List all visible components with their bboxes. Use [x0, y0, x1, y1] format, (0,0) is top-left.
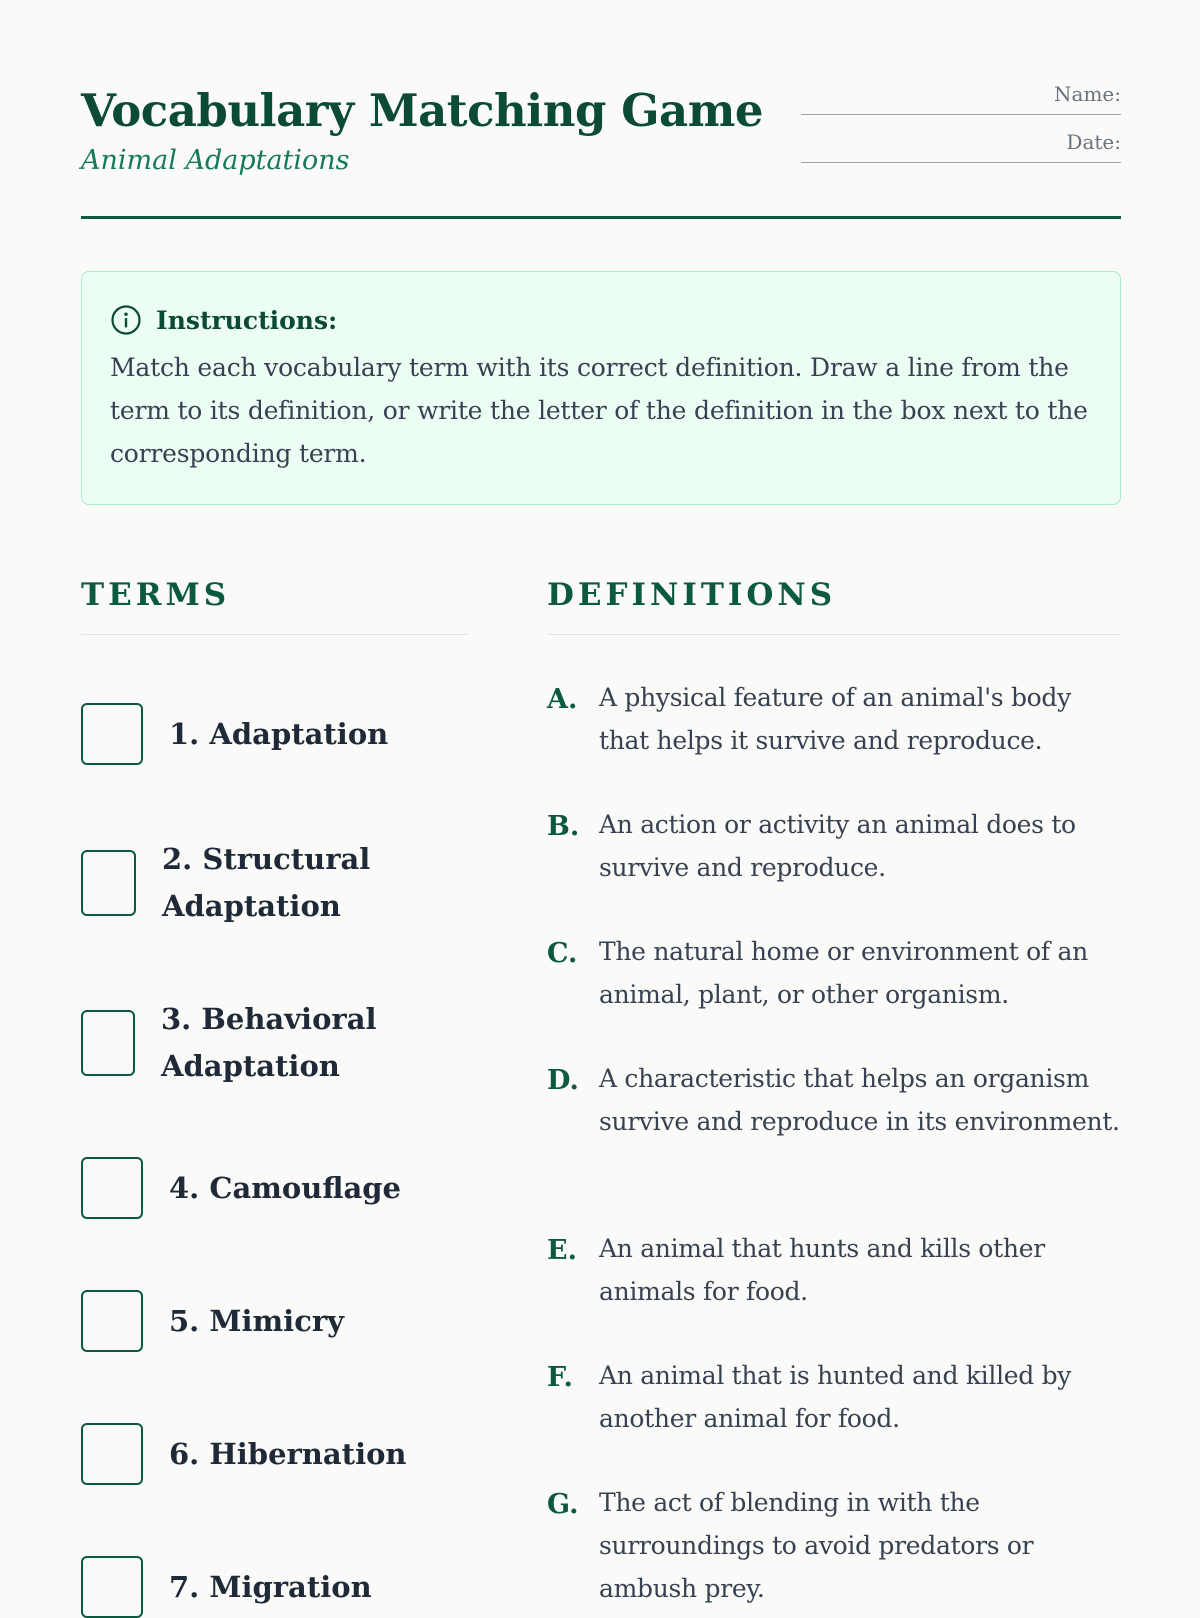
term-item — [81, 703, 388, 765]
definition-item — [547, 803, 1121, 889]
answer-box[interactable] — [81, 703, 143, 765]
terms-heading: TERMS — [81, 577, 231, 613]
page-title: Vocabulary Matching Game — [81, 84, 763, 137]
answer-box[interactable] — [81, 1290, 143, 1352]
definition-letter: D. — [547, 1065, 579, 1096]
answer-box[interactable] — [81, 1423, 143, 1485]
term-item — [81, 1290, 344, 1352]
term-item — [81, 996, 401, 1090]
term-label: 5. Mimicry — [169, 1303, 344, 1338]
instructions-heading — [110, 300, 1092, 340]
definition-text: An animal that hunts and kills other animals for food. — [599, 1234, 1045, 1306]
answer-box[interactable] — [81, 1556, 143, 1618]
definition-text: A characteristic that helps an organism survive and reproduce in its environment. — [599, 1064, 1120, 1136]
name-field[interactable] — [801, 82, 1121, 115]
definition-item — [547, 1354, 1121, 1440]
date-field[interactable] — [801, 130, 1121, 163]
date-label: Date: — [1066, 130, 1121, 154]
instructions-text: Match each vocabulary term with its correct definition. Draw a line from the term to its definition, or write the letter of the definition in the box next to the corresponding term. — [110, 353, 1088, 468]
term-label: 4. Camouflage — [169, 1170, 401, 1205]
term-label: 6. Hibernation — [169, 1436, 407, 1471]
definition-text: The act of blending in with the surroundings to avoid predators or ambush prey. — [599, 1488, 1034, 1603]
page-subtitle: Animal Adaptations — [81, 145, 350, 176]
answer-box[interactable] — [81, 850, 136, 916]
term-item — [81, 1157, 401, 1219]
worksheet-header — [81, 78, 1121, 219]
term-label: 2. Structural Adaptation — [162, 842, 371, 923]
definition-text: A physical feature of an animal's body that helps it survive and reproduce. — [599, 683, 1071, 755]
definition-item — [547, 676, 1121, 762]
definition-letter: A. — [547, 684, 578, 715]
definition-letter: E. — [547, 1235, 577, 1266]
answer-box[interactable] — [81, 1157, 143, 1219]
term-item — [81, 1556, 372, 1618]
terms-divider — [81, 634, 469, 635]
definition-letter: C. — [547, 938, 578, 969]
definition-item — [547, 1057, 1121, 1143]
definition-letter: G. — [547, 1489, 579, 1520]
definition-letter: F. — [547, 1362, 573, 1393]
term-item — [81, 836, 402, 930]
info-icon — [110, 304, 142, 336]
answer-box[interactable] — [81, 1010, 135, 1076]
term-label: 1. Adaptation — [169, 716, 389, 751]
term-item — [81, 1423, 407, 1485]
definition-letter: B. — [547, 811, 580, 842]
term-label: 3. Behavioral Adaptation — [161, 1002, 377, 1083]
definition-text: The natural home or environment of an animal, plant, or other organism. — [599, 937, 1088, 1009]
definition-item — [547, 930, 1121, 1016]
name-label: Name: — [1054, 82, 1121, 106]
definition-text: An animal that is hunted and killed by another animal for food. — [599, 1361, 1072, 1433]
definitions-heading: DEFINITIONS — [547, 577, 837, 613]
worksheet — [81, 0, 1121, 1604]
definition-text: An action or activity an animal does to survive and reproduce. — [599, 810, 1076, 882]
term-label: 7. Migration — [169, 1569, 372, 1604]
definitions-divider — [547, 634, 1121, 635]
instructions-box — [81, 271, 1121, 505]
definition-item — [547, 1481, 1121, 1610]
definition-item — [547, 1227, 1121, 1313]
instructions-title: Instructions: — [156, 305, 338, 335]
